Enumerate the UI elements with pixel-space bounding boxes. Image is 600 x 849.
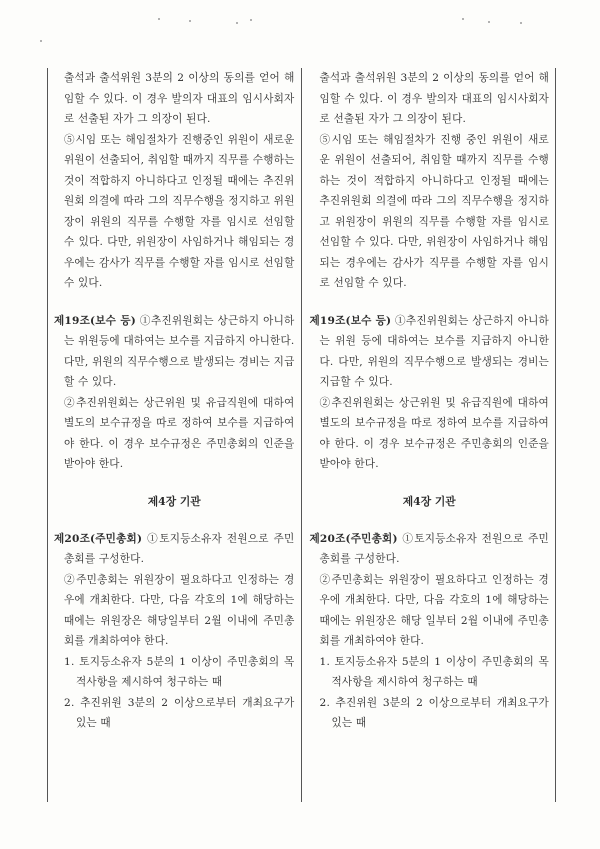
article-20-item-2: 2. 추진위원 3분의 2 이상으로부터 개최요구가 있는 때	[319, 696, 549, 729]
left-column	[48, 68, 302, 802]
article-20-title: 제20조(주민총회)	[309, 532, 398, 545]
article-20-item-2: 2. 추진위원 3분의 2 이상으로부터 개최요구가 있는 때	[64, 696, 295, 729]
paragraph-5: ⑤시임 또는 해임절차가 진행중인 위원이 새로운 위원이 선출되어, 취임할 때까지 직무를 수행하는 것이 적합하지 아니하다고 인정될 때에는 추진위원회 의결에 따라 그의 직무수행을 정지하고 위원장이 위원의 직무를 수행할 자를 임시로 선임할 수 있다. 다만, 위원장이 사임하거나 해임되는 경우에는 감사가 직무를 수행할 자를 임시로 선임할 수 있다.	[64, 133, 295, 289]
spacer	[310, 512, 550, 529]
chapter-heading: 제4장 기관	[402, 494, 456, 508]
article-20-text-1: ①토지등소유자 전원으로 주민총회를 구성한다.	[64, 532, 295, 565]
article-20-para-1	[310, 529, 550, 570]
article-19-title: 제19조(보수 등)	[54, 314, 136, 327]
article-20-para-2: ②주민총회는 위원장이 필요하다고 인정하는 경우에 개최한다. 다만, 다음 각호의 1에 해당하는 때에는 위원장은 해당 일부터 2월 이내에 주민총회를 개최하여야 한다.	[319, 573, 549, 647]
right-column	[302, 68, 556, 802]
spacer	[310, 294, 550, 311]
article-19-para-2: ②추진위원회는 상근위원 및 유급직원에 대하여 별도의 보수규정을 따로 정하여 보수를 지급하여야 한다. 이 경우 보수규정은 주민총회의 인준을 받아야 한다.	[64, 396, 295, 470]
spacer	[54, 512, 295, 529]
paragraph-5: ⑤시임 또는 해임절차가 진행 중인 위원이 새로운 위원이 선출되어, 취임할 때까지 직무를 수행하는 것이 적합하지 아니하다고 인정될 때에는 추진위원회 의결에 따라 그의 직무수행을 정지하고 위원장이 위원의 직무를 수행할 자를 임시로 선임할 수 있다. 다만, 위원장이 사임하거나 해임되는 경우에는 감사가 직무를 수행할 자를 임시로 선임할 수 있다.	[319, 133, 549, 289]
continued-paragraph: 출석과 출석위원 3분의 2 이상의 동의를 얻어 해임할 수 있다. 이 경우 발의자 대표의 임시사회자로 선출된 자가 그 의장이 된다.	[64, 72, 295, 125]
article-19-title: 제19조(보수 등)	[309, 314, 392, 327]
article-20-text-1: ①토지등소유자 전원으로 주민총회를 구성한다.	[319, 532, 549, 565]
article-20-title: 제20조(주민총회)	[54, 532, 143, 545]
article-19-para-1	[54, 311, 295, 393]
article-19-text-1: ①추진위원회는 상근하지 아니하는 위원등에 대하여는 보수를 지급하지 아니한다. 다만, 위원의 직무수행으로 발생되는 경비는 지급할 수 있다.	[64, 314, 295, 388]
article-19-para-1	[310, 311, 550, 393]
comparison-table	[47, 68, 556, 802]
scan-specks	[0, 0, 600, 60]
continued-paragraph: 출석과 출석위원 3분의 2 이상의 동의를 얻어 해임할 수 있다. 이 경우 발의자 대표의 임시사회자로 선출된 자가 그 의장이 된다.	[319, 72, 549, 125]
article-20-para-2: ②주민총회는 위원장이 필요하다고 인정하는 경우에 개최한다. 다만, 다음 각호의 1에 해당하는 때에는 위원장은 해당일부터 2월 이내에 주민총회를 개최하여야 한다.	[64, 573, 295, 647]
spacer	[54, 475, 295, 492]
article-20-item-1: 1. 토지등소유자 5분의 1 이상이 주민총회의 목적사항을 제시하여 청구하는 때	[319, 655, 549, 688]
article-19-para-2: ②추진위원회는 상근위원 및 유급직원에 대하여 별도의 보수규정을 따로 정하여 보수를 지급하여야 한다. 이 경우 보수규정은 주민총회의 인준을 받아야 한다.	[319, 396, 549, 470]
spacer	[310, 475, 550, 492]
chapter-heading: 제4장 기관	[147, 494, 201, 508]
spacer	[54, 294, 295, 311]
article-20-item-1: 1. 토지등소유자 5분의 1 이상이 주민총회의 목적사항을 제시하여 청구하는 때	[64, 655, 295, 688]
article-20-para-1	[54, 529, 295, 570]
article-19-text-1: ①추진위원회는 상근하지 아니하는 위원 등에 대하여는 보수를 지급하지 아니한다. 다만, 위원의 직무수행으로 발생되는 경비는 지급할 수 있다.	[319, 314, 549, 388]
